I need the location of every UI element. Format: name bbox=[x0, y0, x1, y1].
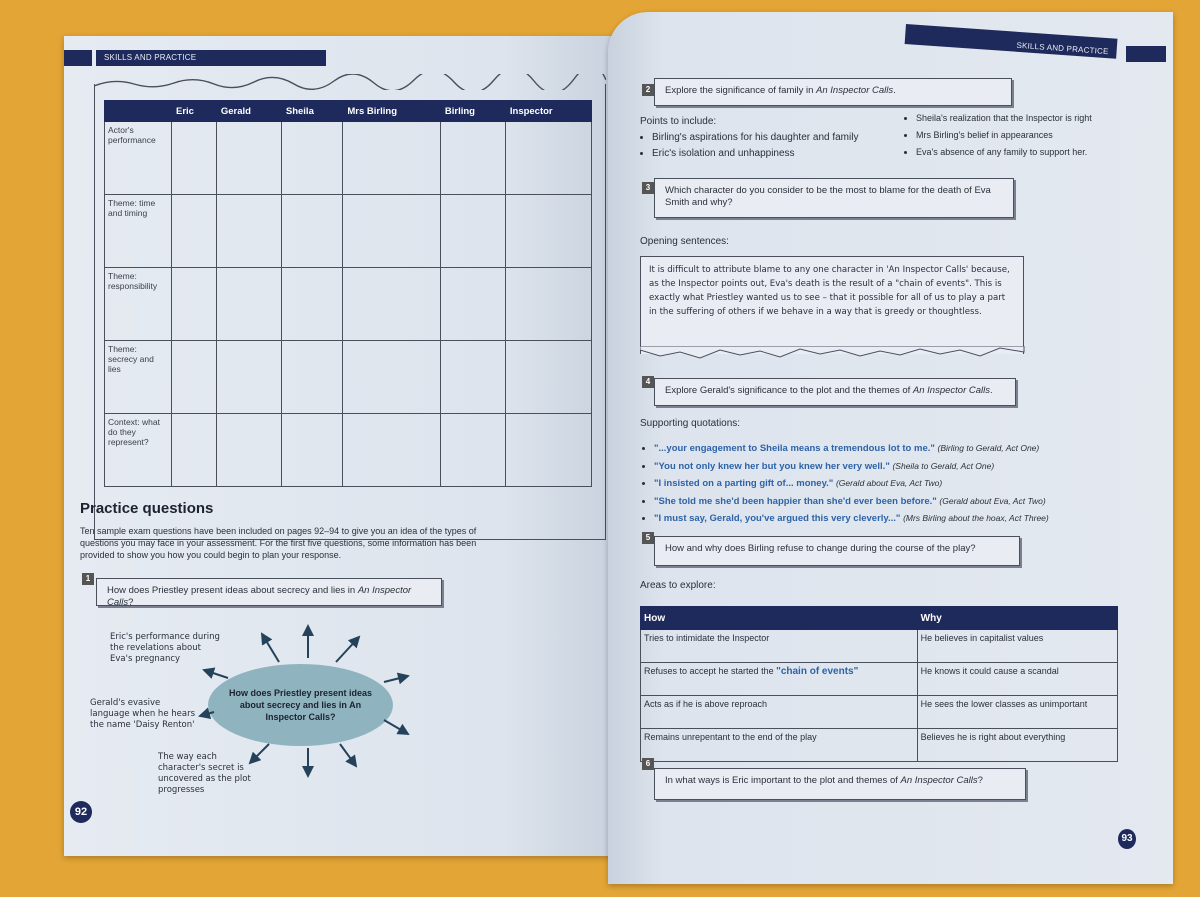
quotations-list bbox=[640, 440, 1049, 528]
supporting-quotations-label: Supporting quotations: bbox=[640, 418, 741, 429]
mindmap-note-gerald: Gerald's evasive language when he hears the name 'Daisy Renton' bbox=[90, 698, 196, 730]
points-list-right bbox=[904, 110, 1092, 161]
mindmap-note-eric: Eric's performance during the revelations about Eva's pregnancy bbox=[110, 632, 220, 664]
play-title: An Inspector Calls bbox=[816, 85, 894, 96]
how-cell bbox=[641, 630, 918, 663]
table-row bbox=[105, 122, 592, 195]
section-header: SKILLS AND PRACTICE bbox=[96, 50, 326, 66]
question-4-text: Explore Gerald's significance to the plot and the themes of bbox=[665, 385, 913, 396]
quote-source: (Sheila to Gerald, Act One) bbox=[892, 460, 995, 471]
question-1-box bbox=[96, 578, 442, 606]
play-title: An Inspector Calls bbox=[912, 385, 990, 396]
how-text: Acts as if he is above reproach bbox=[644, 699, 768, 709]
question-6-end: ? bbox=[977, 775, 983, 786]
table-cell[interactable] bbox=[343, 268, 440, 341]
quote-source: (Gerald about Eva, Act Two) bbox=[939, 495, 1046, 506]
table-cell[interactable] bbox=[172, 414, 217, 487]
table-cell[interactable] bbox=[505, 195, 591, 268]
table-cell[interactable] bbox=[505, 122, 591, 195]
question-6-box bbox=[654, 768, 1026, 800]
why-cell: He knows it could cause a scandal bbox=[917, 663, 1117, 696]
table-cell[interactable] bbox=[216, 414, 281, 487]
page-number-93: 93 bbox=[1118, 829, 1136, 849]
question-4-end: . bbox=[990, 385, 993, 396]
column-gerald: Gerald bbox=[216, 101, 281, 122]
question-4-box bbox=[654, 378, 1016, 406]
areas-to-explore-label: Areas to explore: bbox=[640, 580, 716, 591]
points-label: Points to include: bbox=[640, 116, 717, 127]
table-cell[interactable] bbox=[216, 268, 281, 341]
question-2-text: Explore the significance of family in bbox=[665, 85, 817, 96]
table-row bbox=[641, 696, 1118, 729]
table-cell[interactable] bbox=[281, 414, 343, 487]
question-6-text: In what ways is Eric important to the plot and themes of bbox=[665, 775, 901, 786]
row-label: Context: what do they represent? bbox=[105, 414, 172, 487]
table-cell[interactable] bbox=[281, 341, 343, 414]
right-page bbox=[608, 12, 1173, 884]
table-cell[interactable] bbox=[505, 268, 591, 341]
question-number-2: 2 bbox=[642, 84, 654, 96]
row-label: Theme: secrecy and lies bbox=[105, 341, 172, 414]
column-sheila: Sheila bbox=[281, 101, 343, 122]
how-text: Remains unrepentant to the end of the play bbox=[644, 732, 817, 742]
quote-source: (Gerald about Eva, Act Two) bbox=[835, 478, 943, 488]
table-row bbox=[105, 268, 592, 341]
table-cell[interactable] bbox=[343, 195, 440, 268]
question-number-4: 4 bbox=[642, 376, 654, 388]
left-page bbox=[64, 36, 612, 856]
highlight-quote: "chain of events" bbox=[776, 666, 859, 677]
mindmap-center: How does Priestley present ideas about secrecy and lies in An Inspector Calls? bbox=[208, 664, 393, 746]
question-2-end: . bbox=[893, 85, 896, 96]
opening-sentences-label: Opening sentences: bbox=[640, 236, 729, 247]
table-cell[interactable] bbox=[172, 268, 217, 341]
quotation-item bbox=[654, 510, 1049, 528]
table-cell[interactable] bbox=[440, 268, 505, 341]
table-cell[interactable] bbox=[440, 195, 505, 268]
question-number-6: 6 bbox=[642, 758, 654, 770]
mindmap-note-secret: The way each character's secret is uncovered as the plot progresses bbox=[158, 752, 251, 795]
table-header-blank bbox=[105, 101, 172, 122]
quote-text: "I insisted on a parting gift of... money." bbox=[654, 478, 834, 489]
table-cell[interactable] bbox=[281, 122, 343, 195]
column-mrs-birling: Mrs Birling bbox=[343, 101, 440, 122]
point-item: • Eva's absence of any family to support her. bbox=[916, 144, 1092, 161]
quotation-item bbox=[654, 493, 1049, 511]
play-title: An Inspector Calls bbox=[900, 775, 978, 786]
point-item: • Eric's isolation and unhappiness bbox=[652, 146, 858, 162]
quotation-item bbox=[654, 458, 1049, 476]
table-cell[interactable] bbox=[505, 341, 591, 414]
opening-sentences-box: It is difficult to attribute blame to any one character in 'An Inspector Calls' because, as the Inspector points out, Eva's death is the result of a "chain of events". This is exactly what Priestley wanted us to see – that it possible for all of us to play a part in the suffering of others if we behave in a way that is greedy or thoughtless. bbox=[640, 256, 1024, 354]
section-header: SKILLS AND PRACTICE bbox=[905, 24, 1118, 59]
character-theme-table bbox=[104, 100, 592, 487]
page-number-92: 92 bbox=[70, 801, 92, 823]
how-text: Refuses to accept he started the bbox=[644, 666, 777, 676]
table-row bbox=[641, 663, 1118, 696]
row-label: Actor's performance bbox=[105, 122, 172, 195]
question-1-text: How does Priestley present ideas about secrecy and lies in bbox=[107, 585, 358, 596]
table-header-row bbox=[105, 101, 592, 122]
table-row bbox=[641, 630, 1118, 663]
table-header-row bbox=[641, 607, 1118, 630]
how-text: Tries to intimidate the Inspector bbox=[644, 633, 770, 643]
column-birling: Birling bbox=[440, 101, 505, 122]
table-cell[interactable] bbox=[281, 195, 343, 268]
point-item: • Mrs Birling's belief in appearances bbox=[916, 127, 1092, 144]
table-cell[interactable] bbox=[440, 414, 505, 487]
question-5-box: How and why does Birling refuse to change during the course of the play? bbox=[654, 536, 1020, 566]
torn-edge bbox=[640, 346, 1026, 360]
how-cell bbox=[641, 663, 918, 696]
why-cell: Believes he is right about everything bbox=[917, 729, 1117, 762]
question-1-end: ? bbox=[128, 597, 134, 608]
points-list-left bbox=[640, 130, 858, 162]
question-number-1: 1 bbox=[82, 573, 94, 585]
table-cell[interactable] bbox=[172, 341, 217, 414]
table-cell[interactable] bbox=[440, 122, 505, 195]
column-why: Why bbox=[917, 607, 1117, 630]
table-cell[interactable] bbox=[172, 195, 217, 268]
table-row bbox=[105, 195, 592, 268]
quotation-item bbox=[654, 440, 1049, 458]
intro-paragraph: Ten sample exam questions have been included on pages 92–94 to give you an idea of the types of questions you may face in your assessment. For the first five questions, some information has been provided to show you how you could begin to plan your response. bbox=[80, 526, 477, 560]
table-cell[interactable] bbox=[216, 341, 281, 414]
table-cell[interactable] bbox=[281, 268, 343, 341]
quote-text: "You not only knew her but you knew her very well." bbox=[654, 460, 890, 472]
table-cell[interactable] bbox=[505, 414, 591, 487]
quote-text: "She told me she'd been happier than she'd ever been before." bbox=[654, 495, 937, 507]
column-how: How bbox=[641, 607, 918, 630]
table-cell[interactable] bbox=[343, 122, 440, 195]
column-inspector: Inspector bbox=[505, 101, 591, 122]
row-label: Theme: time and timing bbox=[105, 195, 172, 268]
table-row bbox=[641, 729, 1118, 762]
table-row bbox=[105, 414, 592, 487]
quote-source: (Mrs Birling about the hoax, Act Three) bbox=[903, 513, 1049, 523]
question-number-3: 3 bbox=[642, 182, 654, 194]
question-number-5: 5 bbox=[642, 532, 654, 544]
table-cell[interactable] bbox=[172, 122, 217, 195]
table-cell[interactable] bbox=[343, 341, 440, 414]
table-row bbox=[105, 341, 592, 414]
practice-questions-heading: Practice questions bbox=[80, 500, 214, 517]
column-eric: Eric bbox=[172, 101, 217, 122]
table-cell[interactable] bbox=[216, 122, 281, 195]
question-2-box bbox=[654, 78, 1012, 106]
how-why-table bbox=[640, 606, 1118, 762]
how-cell bbox=[641, 696, 918, 729]
header-stub bbox=[64, 50, 92, 66]
play-title: An Inspector Calls bbox=[107, 585, 412, 608]
question-3-box: Which character do you consider to be the most to blame for the death of Eva Smith and why? bbox=[654, 178, 1014, 218]
point-item: • Sheila's realization that the Inspector is right bbox=[916, 110, 1092, 127]
point-item: • Birling's aspirations for his daughter and family bbox=[652, 130, 858, 146]
table-cell[interactable] bbox=[343, 414, 440, 487]
header-stub bbox=[1126, 46, 1166, 62]
why-cell: He believes in capitalist values bbox=[917, 630, 1117, 663]
table-cell[interactable] bbox=[216, 195, 281, 268]
quote-text: "...your engagement to Sheila means a tremendous lot to me." bbox=[654, 443, 935, 454]
row-label: Theme: responsibility bbox=[105, 268, 172, 341]
how-cell bbox=[641, 729, 918, 762]
quote-source: (Birling to Gerald, Act One) bbox=[937, 443, 1040, 453]
table-cell[interactable] bbox=[440, 341, 505, 414]
quotation-item bbox=[654, 475, 1049, 493]
why-cell: He sees the lower classes as unimportant bbox=[917, 696, 1117, 729]
quote-text: "I must say, Gerald, you've argued this very cleverly..." bbox=[654, 513, 901, 524]
